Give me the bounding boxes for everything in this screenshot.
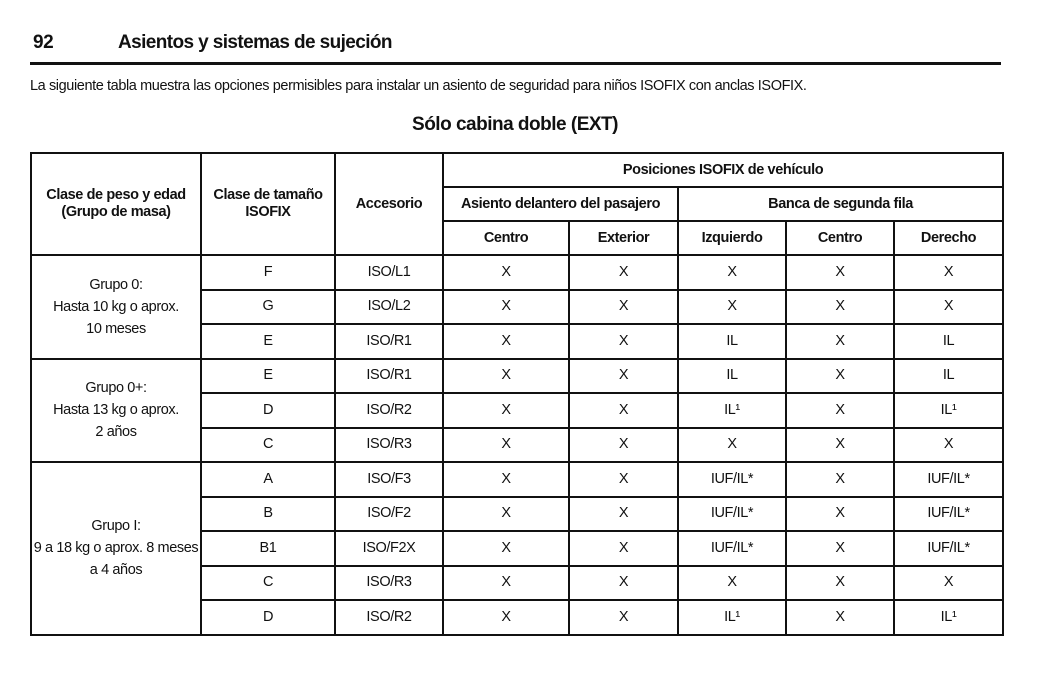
cell-accessory: ISO/F2: [335, 497, 443, 532]
cell-front-center: X: [443, 359, 569, 394]
cell-front-outer: X: [569, 462, 678, 497]
cell-rear-right: IUF/IL*: [894, 497, 1003, 532]
cell-accessory: ISO/R3: [335, 566, 443, 601]
header-col-exterior: Exterior: [569, 221, 678, 255]
header-col-izquierdo: Izquierdo: [678, 221, 786, 255]
cell-rear-right: X: [894, 428, 1003, 463]
cell-front-outer: X: [569, 600, 678, 635]
header-col-centro: Centro: [786, 221, 894, 255]
isofix-table: [30, 152, 1004, 636]
cell-rear-right: X: [894, 255, 1003, 290]
cell-accessory: ISO/L2: [335, 290, 443, 325]
cell-front-outer: X: [569, 497, 678, 532]
cell-front-center: X: [443, 255, 569, 290]
cell-rear-left: IL: [678, 324, 786, 359]
cell-rear-center: X: [786, 255, 894, 290]
group-label: [31, 255, 201, 359]
cell-size-class: B: [201, 497, 335, 532]
cell-rear-center: X: [786, 393, 894, 428]
cell-rear-right: IUF/IL*: [894, 462, 1003, 497]
cell-front-center: X: [443, 566, 569, 601]
cell-rear-center: X: [786, 600, 894, 635]
cell-accessory: ISO/R1: [335, 359, 443, 394]
cell-rear-right: X: [894, 566, 1003, 601]
group-label-line: 2 años: [95, 424, 137, 441]
page-number: 92: [33, 32, 54, 53]
cell-rear-center: X: [786, 324, 894, 359]
cell-size-class: G: [201, 290, 335, 325]
cell-rear-left: IL¹: [678, 600, 786, 635]
section-title: Asientos y sistemas de sujeción: [118, 32, 392, 53]
header-size-class-line: ISOFIX: [245, 204, 291, 220]
cell-size-class: B1: [201, 531, 335, 566]
cell-accessory: ISO/F2X: [335, 531, 443, 566]
cell-rear-center: X: [786, 359, 894, 394]
cell-accessory: ISO/R1: [335, 324, 443, 359]
cell-rear-right: IL: [894, 324, 1003, 359]
header-col-derecho: Derecho: [894, 221, 1003, 255]
cell-size-class: A: [201, 462, 335, 497]
cell-front-outer: X: [569, 531, 678, 566]
cell-rear-right: IL¹: [894, 600, 1003, 635]
cell-size-class: D: [201, 600, 335, 635]
cell-rear-left: IL¹: [678, 393, 786, 428]
cell-accessory: ISO/L1: [335, 255, 443, 290]
table-row: [31, 255, 1003, 290]
page-header: [30, 30, 1001, 65]
group-label-line: Hasta 10 kg o aprox.: [53, 298, 179, 315]
header-positions: Posiciones ISOFIX de vehículo: [443, 153, 1003, 187]
header-rear-bench: Banca de segunda fila: [678, 187, 1003, 221]
cell-rear-left: IUF/IL*: [678, 531, 786, 566]
cell-rear-left: IL: [678, 359, 786, 394]
header-weight-class: [31, 153, 201, 255]
header-weight-class-line: (Grupo de masa): [61, 204, 171, 220]
cell-front-center: X: [443, 497, 569, 532]
cell-rear-center: X: [786, 497, 894, 532]
cell-accessory: ISO/R2: [335, 600, 443, 635]
cell-front-center: X: [443, 531, 569, 566]
cell-front-center: X: [443, 600, 569, 635]
group-label-line: Grupo I:: [91, 518, 141, 535]
group-label: [31, 462, 201, 635]
cell-rear-right: IL¹: [894, 393, 1003, 428]
cell-rear-left: X: [678, 290, 786, 325]
cell-front-outer: X: [569, 428, 678, 463]
cell-size-class: C: [201, 566, 335, 601]
cell-size-class: E: [201, 324, 335, 359]
cell-front-center: X: [443, 290, 569, 325]
group-label-line: Grupo 0:: [89, 276, 143, 293]
cell-size-class: D: [201, 393, 335, 428]
header-weight-class-line: Clase de peso y edad: [46, 187, 186, 203]
cell-size-class: F: [201, 255, 335, 290]
cell-front-outer: X: [569, 255, 678, 290]
intro-text: La siguiente tabla muestra las opciones permisibles para instalar un asiento de seguridad para niños ISOFIX con anclas ISOFIX.: [30, 78, 807, 94]
cell-rear-left: X: [678, 428, 786, 463]
header-size-class: [201, 153, 335, 255]
table-row: [31, 359, 1003, 394]
header-front-seat: Asiento delantero del pasajero: [443, 187, 678, 221]
cell-rear-right: IL: [894, 359, 1003, 394]
table-title: Sólo cabina doble (EXT): [412, 114, 618, 135]
group-label-line: Grupo 0+:: [85, 380, 147, 397]
cell-size-class: E: [201, 359, 335, 394]
cell-rear-left: X: [678, 566, 786, 601]
cell-rear-center: X: [786, 566, 894, 601]
group-label: [31, 359, 201, 463]
group-label-line: a 4 años: [89, 562, 143, 579]
cell-rear-center: X: [786, 531, 894, 566]
cell-accessory: ISO/F3: [335, 462, 443, 497]
cell-front-center: X: [443, 324, 569, 359]
cell-front-outer: X: [569, 290, 678, 325]
cell-rear-center: X: [786, 428, 894, 463]
cell-front-center: X: [443, 462, 569, 497]
cell-rear-left: IUF/IL*: [678, 497, 786, 532]
cell-rear-center: X: [786, 462, 894, 497]
cell-rear-left: X: [678, 255, 786, 290]
cell-rear-left: IUF/IL*: [678, 462, 786, 497]
header-accessory: Accesorio: [335, 153, 443, 255]
group-label-line: 9 a 18 kg o aprox. 8 meses: [33, 540, 199, 557]
cell-size-class: C: [201, 428, 335, 463]
header-size-class-line: Clase de tamaño: [213, 187, 323, 203]
cell-front-center: X: [443, 428, 569, 463]
cell-front-outer: X: [569, 566, 678, 601]
cell-rear-center: X: [786, 290, 894, 325]
header-col-centro: Centro: [443, 221, 569, 255]
cell-rear-right: IUF/IL*: [894, 531, 1003, 566]
group-label-line: Hasta 13 kg o aprox.: [53, 402, 179, 419]
cell-accessory: ISO/R2: [335, 393, 443, 428]
table-row: [31, 462, 1003, 497]
cell-front-outer: X: [569, 359, 678, 394]
cell-rear-right: X: [894, 290, 1003, 325]
cell-front-outer: X: [569, 393, 678, 428]
cell-front-outer: X: [569, 324, 678, 359]
group-label-line: 10 meses: [86, 320, 146, 337]
cell-front-center: X: [443, 393, 569, 428]
cell-accessory: ISO/R3: [335, 428, 443, 463]
